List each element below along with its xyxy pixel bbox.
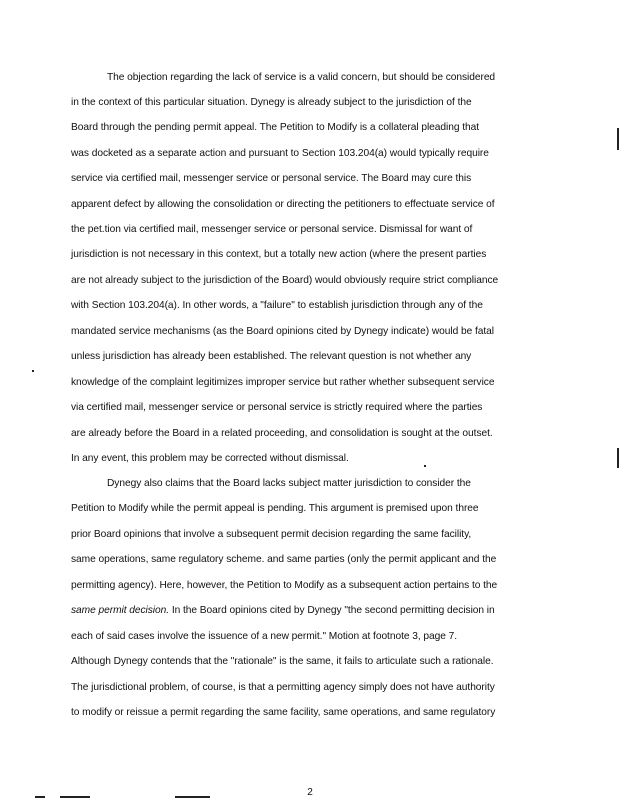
text-line: are already before the Board in a related proceeding, and consolidation is sought at the outset.	[71, 428, 493, 439]
italic-phrase: same permit decision.	[71, 605, 170, 616]
text-line: same operations, same regulatory scheme. and same parties (only the permit applicant and the	[71, 554, 497, 565]
text-line: in the context of this particular situation. Dynegy is already subject to the jurisdiction of the	[71, 97, 472, 108]
page-number: 2	[307, 787, 313, 798]
text-line: unless jurisdiction has already been established. The relevant question is not whether any	[71, 351, 472, 362]
text-line: In any event, this problem may be corrected without dismissal.	[71, 453, 349, 464]
text-line: mandated service mechanisms (as the Board opinions cited by Dynegy indicate) would be fatal	[71, 326, 494, 337]
scan-mark	[175, 796, 210, 798]
scan-mark	[617, 448, 619, 468]
text-line: knowledge of the complaint legitimizes improper service but rather whether subsequent service	[71, 377, 495, 388]
text-line: to modify or reissue a permit regarding the same facility, same operations, and same regulatory	[71, 707, 496, 718]
text-line: Board through the pending permit appeal. The Petition to Modify is a collateral pleading that	[71, 122, 480, 133]
text-line: The objection regarding the lack of service is a valid concern, but should be considered	[107, 72, 496, 83]
text-line: Petition to Modify while the permit appeal is pending. This argument is premised upon three	[71, 503, 479, 514]
text-line: are not already subject to the jurisdiction of the Board) would obviously require strict compliance	[71, 275, 499, 286]
text-line: prior Board opinions that involve a subsequent permit decision regarding the same facility,	[71, 529, 472, 540]
text-line: the pet.tion via certified mail, messenger service or personal service. Dismissal for want of	[71, 224, 473, 235]
text-line: Although Dynegy contends that the "rationale" is the same, it fails to articulate such a rationale.	[71, 656, 494, 667]
text-line: with Section 103.204(a). In other words, a "failure" to establish jurisdiction through any of the	[71, 300, 483, 311]
text-span: In the Board opinions cited by Dynegy "the second permitting decision in	[169, 605, 495, 616]
scan-mark	[617, 128, 619, 150]
scan-mark	[35, 796, 45, 798]
text-line	[71, 605, 495, 617]
text-line: apparent defect by allowing the consolidation or directing the petitioners to effectuate service of	[71, 199, 495, 210]
text-line: each of said cases involve the issuence of a new permit." Motion at footnote 3, page 7.	[71, 631, 458, 642]
scan-mark	[60, 796, 90, 798]
text-line: was docketed as a separate action and pursuant to Section 103.204(a) would typically require	[71, 148, 489, 159]
scan-speck	[32, 370, 34, 372]
text-line: permitting agency). Here, however, the Petition to Modify as a subsequent action pertains to the	[71, 580, 498, 591]
scan-speck	[424, 465, 426, 467]
text-line: service via certified mail, messenger service or personal service. The Board may cure this	[71, 173, 472, 184]
text-line: Dynegy also claims that the Board lacks subject matter jurisdiction to consider the	[107, 478, 471, 489]
text-line: The jurisdictional problem, of course, is that a permitting agency simply does not have authority	[71, 682, 495, 693]
text-line: via certified mail, messenger service or personal service is strictly required where the parties	[71, 402, 483, 413]
text-line: jurisdiction is not necessary in this context, but a totally new action (where the present parties	[71, 249, 487, 260]
